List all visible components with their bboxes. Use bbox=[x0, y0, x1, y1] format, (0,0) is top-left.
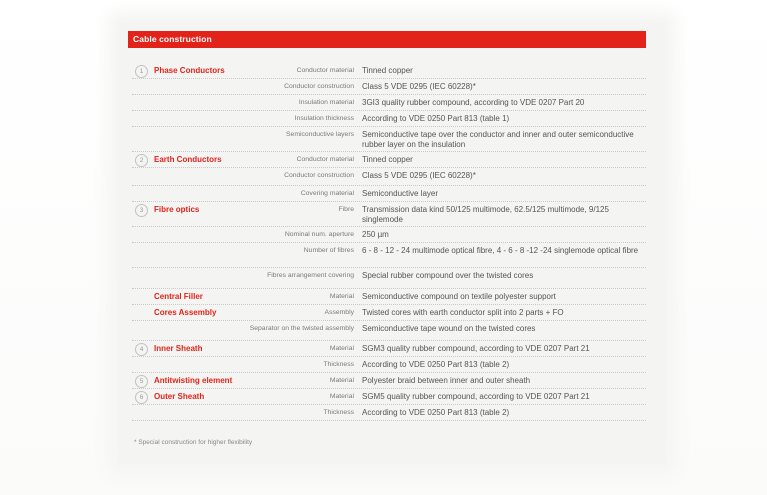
item-number-badge: 6 bbox=[135, 391, 148, 404]
component-name: Inner Sheath bbox=[154, 344, 203, 353]
component-name: Antitwisting element bbox=[154, 376, 233, 385]
property-label: Covering material bbox=[300, 190, 354, 197]
property-label: Fibre bbox=[338, 206, 354, 213]
property-value: Semiconductive compound on textile polyester support bbox=[362, 292, 556, 301]
table-row bbox=[132, 127, 646, 152]
table-row bbox=[132, 95, 646, 111]
property-label: Separator on the twisted assembly bbox=[249, 325, 354, 332]
construction-table bbox=[132, 63, 646, 421]
property-label: Conductor construction bbox=[284, 83, 354, 90]
table-row bbox=[132, 79, 646, 95]
property-value: Tinned copper bbox=[362, 155, 413, 164]
component-name: Fibre optics bbox=[154, 205, 200, 214]
item-number-badge: 4 bbox=[135, 343, 148, 356]
table-row bbox=[132, 305, 646, 321]
property-value: SGM5 quality rubber compound, according to VDE 0207 Part 21 bbox=[362, 392, 590, 401]
property-value: Class 5 VDE 0295 (IEC 60228)* bbox=[362, 171, 476, 180]
property-value: 3GI3 quality rubber compound, according to VDE 0207 Part 20 bbox=[362, 98, 585, 107]
property-label: Insulation material bbox=[298, 99, 354, 106]
component-name: Cores Assembly bbox=[154, 308, 217, 317]
property-value: Transmission data kind 50/125 multimode, 62.5/125 multimode, 9/125 singlemode bbox=[362, 205, 609, 224]
table-row bbox=[132, 168, 646, 186]
table-row bbox=[132, 373, 646, 389]
property-label: Conductor material bbox=[296, 67, 354, 74]
property-label: Material bbox=[329, 293, 354, 300]
section-header: Cable construction bbox=[128, 31, 646, 48]
table-row bbox=[132, 227, 646, 243]
table-row bbox=[132, 341, 646, 357]
table-row bbox=[132, 289, 646, 305]
item-number-badge: 2 bbox=[135, 154, 148, 167]
table-row bbox=[132, 186, 646, 202]
table-row bbox=[132, 357, 646, 373]
table-row bbox=[132, 389, 646, 405]
property-value: Semiconductive layer bbox=[362, 189, 439, 198]
table-row bbox=[132, 152, 646, 168]
table-row bbox=[132, 63, 646, 79]
property-value: According to VDE 0250 Part 813 (table 2) bbox=[362, 408, 510, 417]
table-row bbox=[132, 202, 646, 227]
property-value: SGM3 quality rubber compound, according to VDE 0207 Part 21 bbox=[362, 344, 590, 353]
component-name: Earth Conductors bbox=[154, 155, 222, 164]
property-value: 6 - 8 - 12 - 24 multimode optical fibre, 4 - 6 - 8 -12 -24 singlemode optical fibre bbox=[362, 246, 639, 255]
property-value: Class 5 VDE 0295 (IEC 60228)* bbox=[362, 82, 476, 91]
property-value: Special rubber compound over the twisted cores bbox=[362, 271, 534, 280]
property-label: Thickness bbox=[323, 361, 354, 368]
table-row bbox=[132, 405, 646, 421]
table-row bbox=[132, 243, 646, 268]
property-value: Semiconductive tape over the conductor and inner and outer semiconductive rubber layer on the insulation bbox=[362, 130, 634, 149]
property-label: Semiconductive layers bbox=[286, 131, 354, 138]
table-row bbox=[132, 111, 646, 127]
property-value: According to VDE 0250 Part 813 (table 2) bbox=[362, 360, 510, 369]
property-value: Twisted cores with earth conductor split into 2 parts + FO bbox=[362, 308, 564, 317]
property-label: Fibres arrangement covering bbox=[267, 272, 354, 279]
component-name: Central Filler bbox=[154, 292, 203, 301]
property-label: Material bbox=[329, 345, 354, 352]
table-row bbox=[132, 268, 646, 289]
property-label: Number of fibres bbox=[303, 247, 354, 254]
component-name: Outer Sheath bbox=[154, 392, 205, 401]
item-number-badge: 5 bbox=[135, 375, 148, 388]
property-label: Nominal num. aperture bbox=[284, 231, 354, 238]
item-number-badge: 1 bbox=[135, 65, 148, 78]
property-value: According to VDE 0250 Part 813 (table 1) bbox=[362, 114, 510, 123]
footnote: * Special construction for higher flexibility bbox=[134, 439, 253, 446]
item-number-badge: 3 bbox=[135, 204, 148, 217]
property-label: Conductor construction bbox=[284, 172, 354, 179]
property-label: Material bbox=[329, 393, 354, 400]
property-value: Polyester braid between inner and outer sheath bbox=[362, 376, 531, 385]
property-label: Conductor material bbox=[296, 156, 354, 163]
table-row bbox=[132, 321, 646, 341]
property-value: Semiconductive tape wound on the twisted cores bbox=[362, 324, 536, 333]
property-label: Material bbox=[329, 377, 354, 384]
property-value: 250 µm bbox=[362, 230, 389, 239]
property-label: Assembly bbox=[324, 309, 354, 316]
component-name: Phase Conductors bbox=[154, 66, 225, 75]
property-label: Insulation thickness bbox=[294, 115, 354, 122]
property-label: Thickness bbox=[323, 409, 354, 416]
property-value: Tinned copper bbox=[362, 66, 413, 75]
